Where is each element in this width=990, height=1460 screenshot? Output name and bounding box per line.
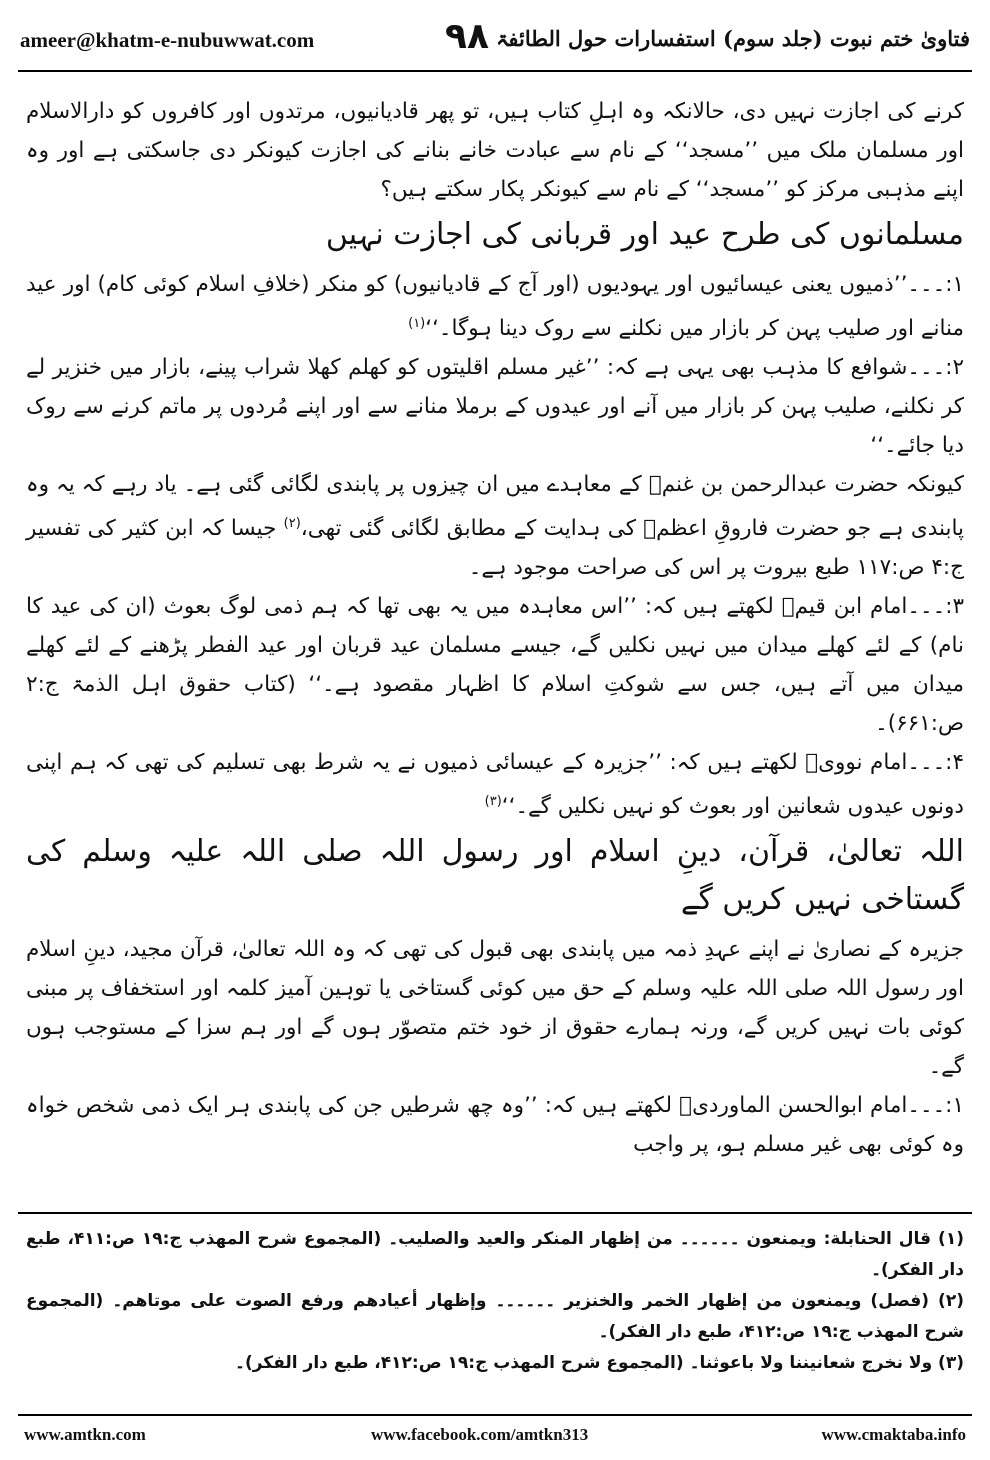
- point-4-text: ۴:۔۔۔امام نوویؒ لکھتے ہیں کہ: ’’جزیرہ کے عیسائی ذمیوں نے یہ شرط بھی تسلیم کی تھی کہ ہم اپنی دونوں عیدوں شعانین اور بعوث کو نہیں نکلیں گے۔‘‘: [26, 750, 964, 820]
- footnote-rule: [18, 1212, 972, 1214]
- header-book-title: فتاویٰ ختم نبوت (جلد سوم) استفسارات حول الطائفۃ: [496, 26, 970, 51]
- header-email: ameer@khatm-e-nubuwwat.com: [20, 28, 315, 52]
- mawardi-paragraph: ۱:۔۔۔امام ابوالحسن الماوردیؒ لکھتے ہیں کہ: ’’وہ چھ شرطیں جن کی پابندی ہر ایک ذمی شخص خواہ وہ کوئی بھی غیر مسلم ہو، پر واجب: [26, 1093, 964, 1158]
- point-2: ۲:۔۔۔شوافع کا مذہب بھی یہی ہے کہ: ’’غیر مسلم اقلیتوں کو کھلم کھلا شراب پینے، بازار میں خنزیر لے کر نکلنے، صلیب پہن کر بازار میں آنے اور عیدوں کے برملا منانے سے اور اپنے مُردوں پر ماتم کرنے سے روک دیا جائے۔‘‘: [26, 355, 964, 459]
- footnote-ref-3: (۳): [484, 794, 502, 810]
- intro-paragraph: کرنے کی اجازت نہیں دی، حالانکہ وہ اہلِ کتاب ہیں، تو پھر قادیانیوں، مرتدوں اور کافروں کو دارالاسلام اور مسلمان ملک میں ’’مسجد‘‘ کے نام سے عبادت خانے بنانے کی اجازت کیونکر دی جاسکتی ہے اور وہ اپنے مذہبی مرکز کو ’’مسجد‘‘ کے نام سے کیونکر پکار سکتے ہیں؟: [26, 99, 964, 202]
- footnotes: [26, 1224, 964, 1379]
- main-text: [26, 92, 964, 1164]
- page-footer: [24, 1425, 966, 1447]
- footer-rule: [18, 1414, 972, 1416]
- because-text-b: جیسا کہ ابن کثیر کی تفسیر ج:۴ ص:۱۱۷ طبع بیروت پر اس کی صراحت موجود ہے۔: [26, 516, 964, 581]
- footnote-2: (۲) (فصل) ويمنعون من إظهار الخمر والخنزير ۔۔۔۔۔۔ وإظهار أعيادهم ورفع الصوت على موتاهم۔ (المجموع شرح المهذب ج:۱۹ ص:۴۱۲، طبع دار الفكر)۔: [26, 1291, 964, 1342]
- point-4: [26, 743, 964, 826]
- point-1: [26, 265, 964, 348]
- because-paragraph: [26, 465, 964, 587]
- footnote-ref-2: (۲): [283, 516, 301, 532]
- page-header: [20, 14, 970, 68]
- section-heading-eid: مسلمانوں کی طرح عید اور قربانی کی اجازت نہیں: [325, 217, 964, 252]
- header-rule: [18, 70, 972, 72]
- page-number: ۹۸: [445, 16, 489, 57]
- footer-link-facebook[interactable]: www.facebook.com/amtkn313: [371, 1425, 589, 1444]
- because-text-a: کیونکہ حضرت عبدالرحمن بن غنمؓ کے معاہدے میں ان چیزوں پر پابندی لگائی گئی ہے۔ یاد رہے کہ یہ وہ پابندی ہے جو حضرت فاروقِ اعظمؓ کی ہدایت کے مطابق لگائی گئی تھی،: [26, 472, 964, 542]
- point-1-text: ۱:۔۔۔’’ذمیوں یعنی عیسائیوں اور یہودیوں (اور آج کے قادیانیوں) کو منکر (خلافِ اسلام کوئی کام) اور عید منانے اور صلیب پہن کر بازار میں نکلنے سے روک دینا ہوگا۔‘‘: [26, 272, 964, 342]
- footnote-ref-1: (۱): [408, 316, 426, 331]
- jazira-paragraph: جزیرہ کے نصاریٰ نے اپنے عہدِ ذمہ میں پابندی بھی قبول کی تھی کہ وہ اللہ تعالیٰ، قرآن مجید، دینِ اسلام اور رسول اللہ صلی اللہ علیہ وسلم کے حق میں کوئی گستاخی یا توہین آمیز کلمہ اور استخفاف پر مبنی کوئی بات نہیں کریں گے، ورنہ ہمارے حقوق از خود ختم متصوّر ہوں گے اور ہم سزا کے مستوجب ہوں گے۔: [26, 937, 964, 1080]
- footnote-3: (۳) ولا نخرج شعانيننا ولا باعوثنا۔ (المجموع شرح المهذب ج:۱۹ ص:۴۱۲، طبع دار الفكر)۔: [235, 1353, 964, 1373]
- footnote-1: (۱) قال الحنابلة: ويمنعون ۔۔۔۔۔۔ من إظهار المنكر والعيد والصليب۔ (المجموع شرح المهذب ج:۱۹ ص:۴۱۱، طبع دار الفكر)۔: [26, 1229, 964, 1280]
- section-heading-blasphemy: اللہ تعالیٰ، قرآن، دینِ اسلام اور رسول اللہ صلی اللہ علیہ وسلم کی گستاخی نہیں کریں گے: [26, 834, 964, 918]
- footer-link-amtkn[interactable]: www.amtkn.com: [24, 1425, 146, 1444]
- footer-link-cmaktaba[interactable]: www.cmaktaba.info: [821, 1425, 966, 1444]
- point-3: ۳:۔۔۔امام ابن قیمؒ لکھتے ہیں کہ: ’’اس معاہدہ میں یہ بھی تھا کہ ہم ذمی لوگ بعوث (ان کی عید کا نام) کے لئے کھلے میدان میں نہیں نکلیں گے، جیسے مسلمان عید قربان اور عید الفطر پڑھنے کے لئے کھلے میدان میں آتے ہیں، جس سے شوکتِ اسلام کا اظہار مقصود ہے۔‘‘ (کتاب حقوق اہل الذمۃ ج:۲ ص:۶۶۱)۔: [26, 594, 964, 737]
